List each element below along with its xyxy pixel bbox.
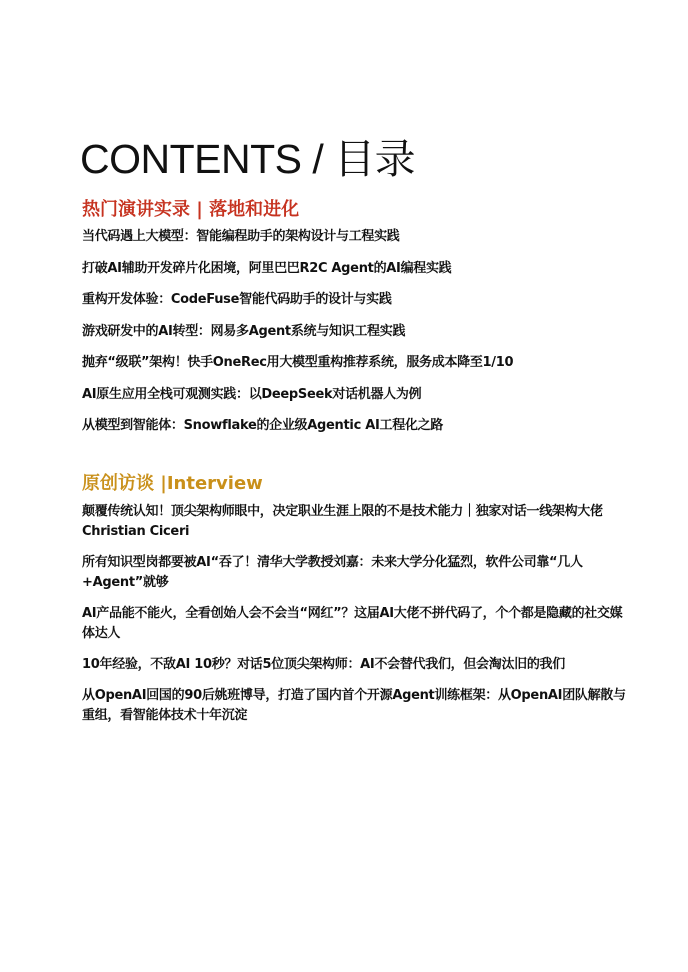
toc-item[interactable]: 颠覆传统认知！顶尖架构师眼中，决定职业生涯上限的不是技术能力｜独家对话一线架构大佬Christian Ciceri xyxy=(82,504,603,539)
toc-item[interactable]: 所有知识型岗都要被AI“吞了！清华大学教授刘嘉：未来大学分化猛烈，软件公司靠“几人+Agent”就够 xyxy=(82,555,583,590)
page-title: CONTENTS / 目录 xyxy=(80,136,416,182)
section-heading-keynote: 热门演讲实录 | 落地和进化 xyxy=(82,199,300,220)
toc-item[interactable]: AI原生应用全栈可观测实践：以DeepSeek对话机器人为例 xyxy=(82,386,422,402)
toc-list-interview xyxy=(82,502,628,726)
section-keynote-talks xyxy=(82,196,628,449)
toc-item[interactable]: 抛弃“级联”架构！快手OneRec用大模型重构推荐系统，服务成本降至1/10 xyxy=(82,355,514,370)
toc-item[interactable]: 重构开发体验：CodeFuse智能代码助手的设计与实践 xyxy=(82,292,392,307)
toc-item[interactable]: 当代码遇上大模型：智能编程助手的架构设计与工程实践 xyxy=(82,229,400,244)
section-interviews xyxy=(82,470,628,737)
toc-item[interactable]: 从模型到智能体：Snowflake的企业级Agentic AI工程化之路 xyxy=(82,418,443,433)
section-heading-interview: 原创访谈 |Interview xyxy=(82,473,263,494)
toc-item[interactable]: AI产品能不能火，全看创始人会不会当“网红”？这届AI大佬不拼代码了，个个都是隐藏的社交媒体达人 xyxy=(82,606,623,641)
toc-item[interactable]: 游戏研发中的AI转型：网易多Agent系统与知识工程实践 xyxy=(82,323,406,339)
toc-item[interactable]: 从OpenAI回国的90后姚班博导，打造了国内首个开源Agent训练框架：从OpenAI团队解散与重组，看智能体技术十年沉淀 xyxy=(82,688,626,723)
toc-item[interactable]: 打破AI辅助开发碎片化困境，阿里巴巴R2C Agent的AI编程实践 xyxy=(82,260,452,276)
toc-list-keynote xyxy=(82,228,628,449)
toc-item[interactable]: 10年经验，不敌AI 10秒？对话5位顶尖架构师：AI不会替代我们，但会淘汰旧的我们 xyxy=(82,657,565,672)
